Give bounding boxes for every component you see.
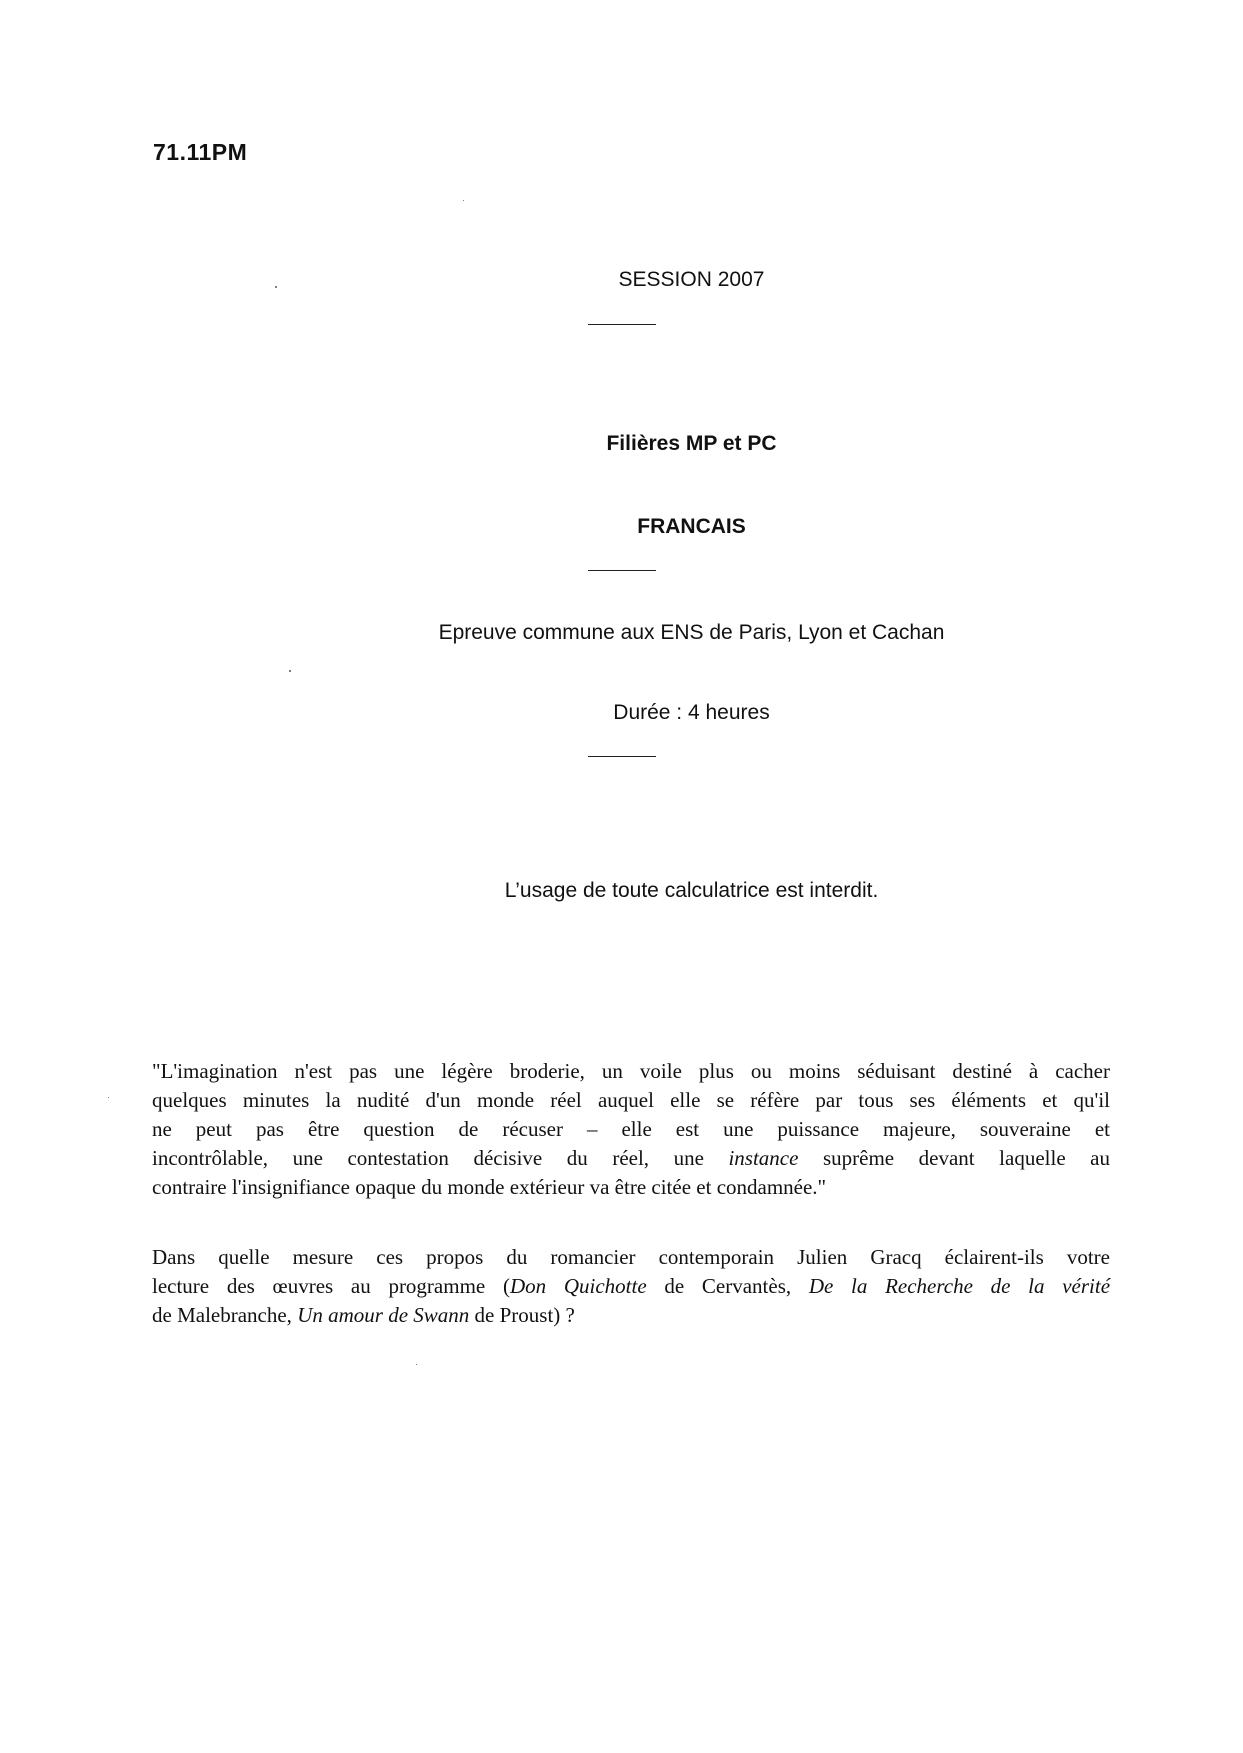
- epreuve-line: [0, 621, 1243, 645]
- question-segment: de Proust) ?: [469, 1303, 575, 1327]
- scan-speck: [463, 200, 464, 201]
- question-segment: de Cervantès,: [646, 1274, 809, 1298]
- divider-rule: [588, 570, 656, 571]
- session-line: [0, 268, 1243, 292]
- session-title: SESSION 2007: [618, 268, 765, 291]
- quote-segment: incontrôlable, une contestation décisive du réel, une: [152, 1146, 729, 1170]
- quote-line: "L'imagination n'est pas une légère broderie, un voile plus ou moins séduisant destiné à cacher: [152, 1059, 1110, 1083]
- scan-speck: [289, 670, 291, 672]
- question-line: [152, 1272, 1110, 1301]
- quote-line: contraire l'insignifiance opaque du monde extérieur va être citée et condamnée.": [152, 1175, 827, 1199]
- epreuve-text: Epreuve commune aux ENS de Paris, Lyon et Cachan: [438, 621, 945, 644]
- quote-segment: suprême devant laquelle au: [798, 1146, 1110, 1170]
- duree-line: [0, 701, 1243, 725]
- scan-speck: [108, 1097, 109, 1098]
- question-segment: lecture des œuvres au programme (: [152, 1274, 510, 1298]
- filieres-title: Filières MP et PC: [606, 432, 777, 455]
- calculatrice-line: [0, 879, 1243, 903]
- duree-text: Durée : 4 heures: [613, 701, 770, 724]
- quote-line: ne peut pas être question de récuser – elle est une puissance majeure, souveraine et: [152, 1117, 1110, 1141]
- work-title-amour-swann: Un amour de Swann: [297, 1303, 470, 1327]
- quotation-paragraph: [152, 1057, 1110, 1202]
- divider-rule: [588, 756, 656, 757]
- subject-line: [0, 515, 1243, 539]
- divider-rule: [588, 324, 656, 325]
- quote-line: quelques minutes la nudité d'un monde réel auquel elle se réfère par tous ses éléments et qu'il: [152, 1088, 1110, 1112]
- work-title-don-quichotte: Don Quichotte: [509, 1274, 647, 1298]
- question-line: [152, 1301, 1110, 1330]
- quote-italic-instance: instance: [728, 1146, 799, 1170]
- calculatrice-text: L’usage de toute calculatrice est interdit.: [504, 879, 879, 902]
- question-line: Dans quelle mesure ces propos du romancier contemporain Julien Gracq éclairent-ils votre: [152, 1245, 1110, 1269]
- subject-title: FRANCAIS: [637, 515, 746, 538]
- quote-line: [152, 1144, 1110, 1173]
- scan-speck: [416, 1364, 417, 1365]
- exam-code: 71.11PM: [153, 139, 248, 165]
- filieres-line: [0, 432, 1243, 456]
- work-title-recherche-verite: De la Recherche de la vérité: [808, 1274, 1111, 1298]
- question-paragraph: [152, 1243, 1110, 1330]
- question-segment: de Malebranche,: [152, 1303, 298, 1327]
